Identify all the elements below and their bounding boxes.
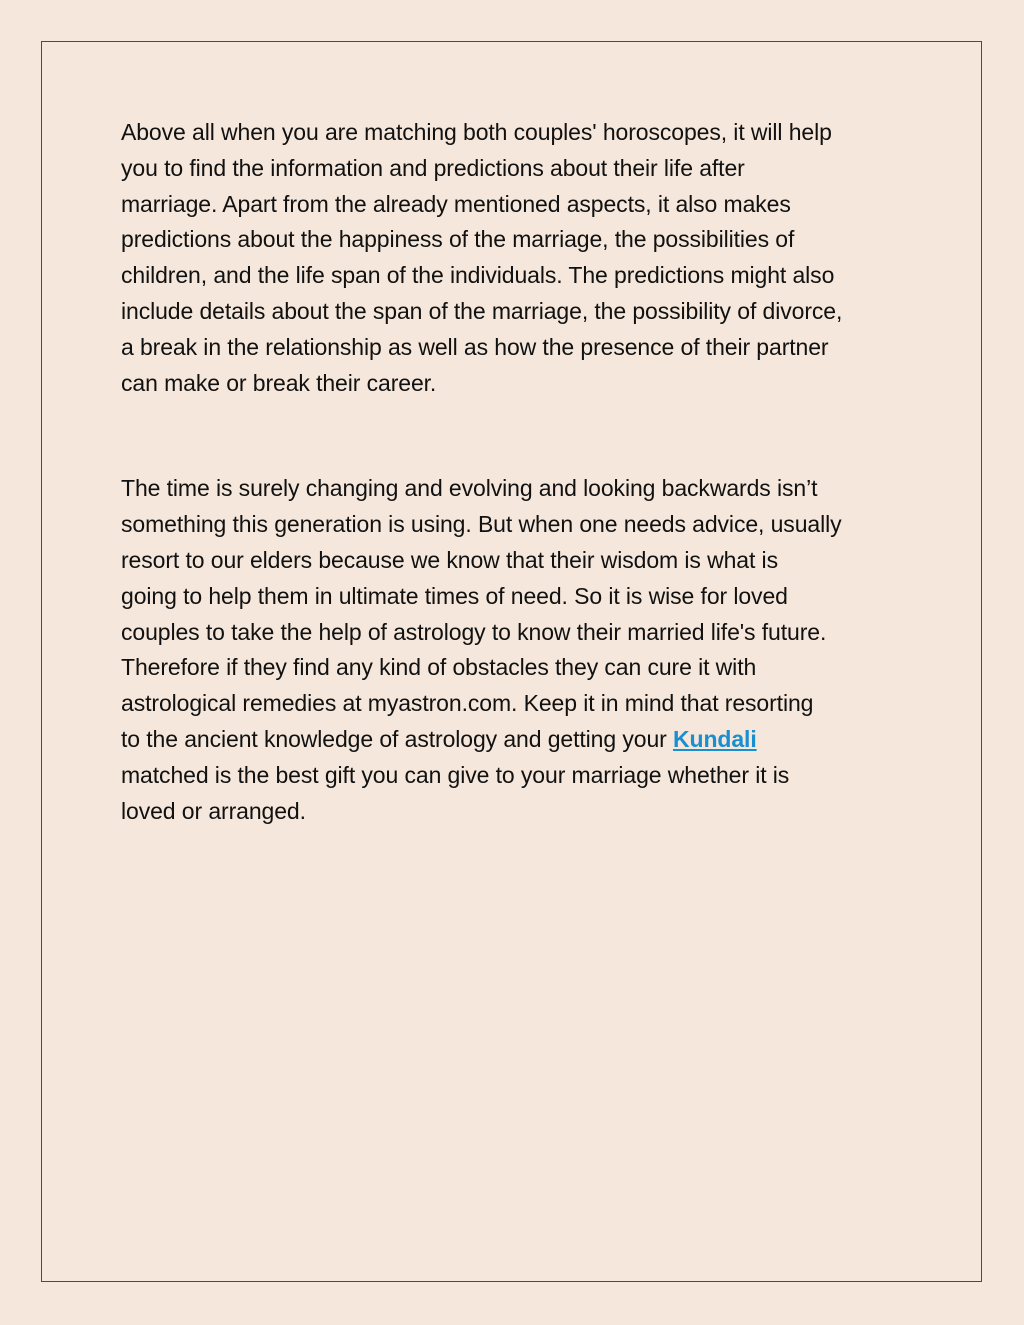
paragraph-1 [121, 115, 921, 401]
paragraph-1-line: predictions about the happiness of the marriage, the possibilities of [121, 226, 795, 253]
paragraph-2-line: astrological remedies at myastron.com. Keep it in mind that resorting [121, 690, 814, 717]
paragraph-2-line: Therefore if they find any kind of obstacles they can cure it with [121, 654, 757, 681]
paragraph-2 [121, 471, 921, 829]
paragraph-1-line: a break in the relationship as well as how the presence of their partner [121, 333, 829, 360]
paragraph-1-line: include details about the span of the marriage, the possibility of divorce, [121, 297, 843, 324]
paragraph-2-link-line [121, 722, 921, 758]
paragraph-2-line: The time is surely changing and evolving and looking backwards isn’t [121, 475, 818, 502]
paragraph-1-line: you to find the information and predictions about their life after [121, 154, 745, 181]
paragraph-2-line: something this generation is using. But when one needs advice, usually [121, 511, 842, 538]
document-body [121, 115, 921, 829]
link-line-text: to the ancient knowledge of astrology and getting your [121, 725, 673, 752]
paragraph-1-line: marriage. Apart from the already mentioned aspects, it also makes [121, 190, 791, 217]
paragraph-2-line: loved or arranged. [121, 797, 306, 824]
paragraph-1-line: can make or break their career. [121, 369, 437, 396]
paragraph-1-line: children, and the life span of the individuals. The predictions might also [121, 262, 835, 289]
paragraph-1-line: Above all when you are matching both couples' horoscopes, it will help [121, 119, 832, 145]
kundali-link[interactable]: Kundali [672, 725, 757, 752]
paragraph-2-line: resort to our elders because we know that their wisdom is what is [121, 546, 778, 573]
paragraph-2-line: couples to take the help of astrology to know their married life's future. [121, 618, 827, 645]
paragraph-2-line: going to help them in ultimate times of need. So it is wise for loved [121, 582, 788, 609]
paragraph-2-line: matched is the best gift you can give to your marriage whether it is [121, 761, 790, 788]
